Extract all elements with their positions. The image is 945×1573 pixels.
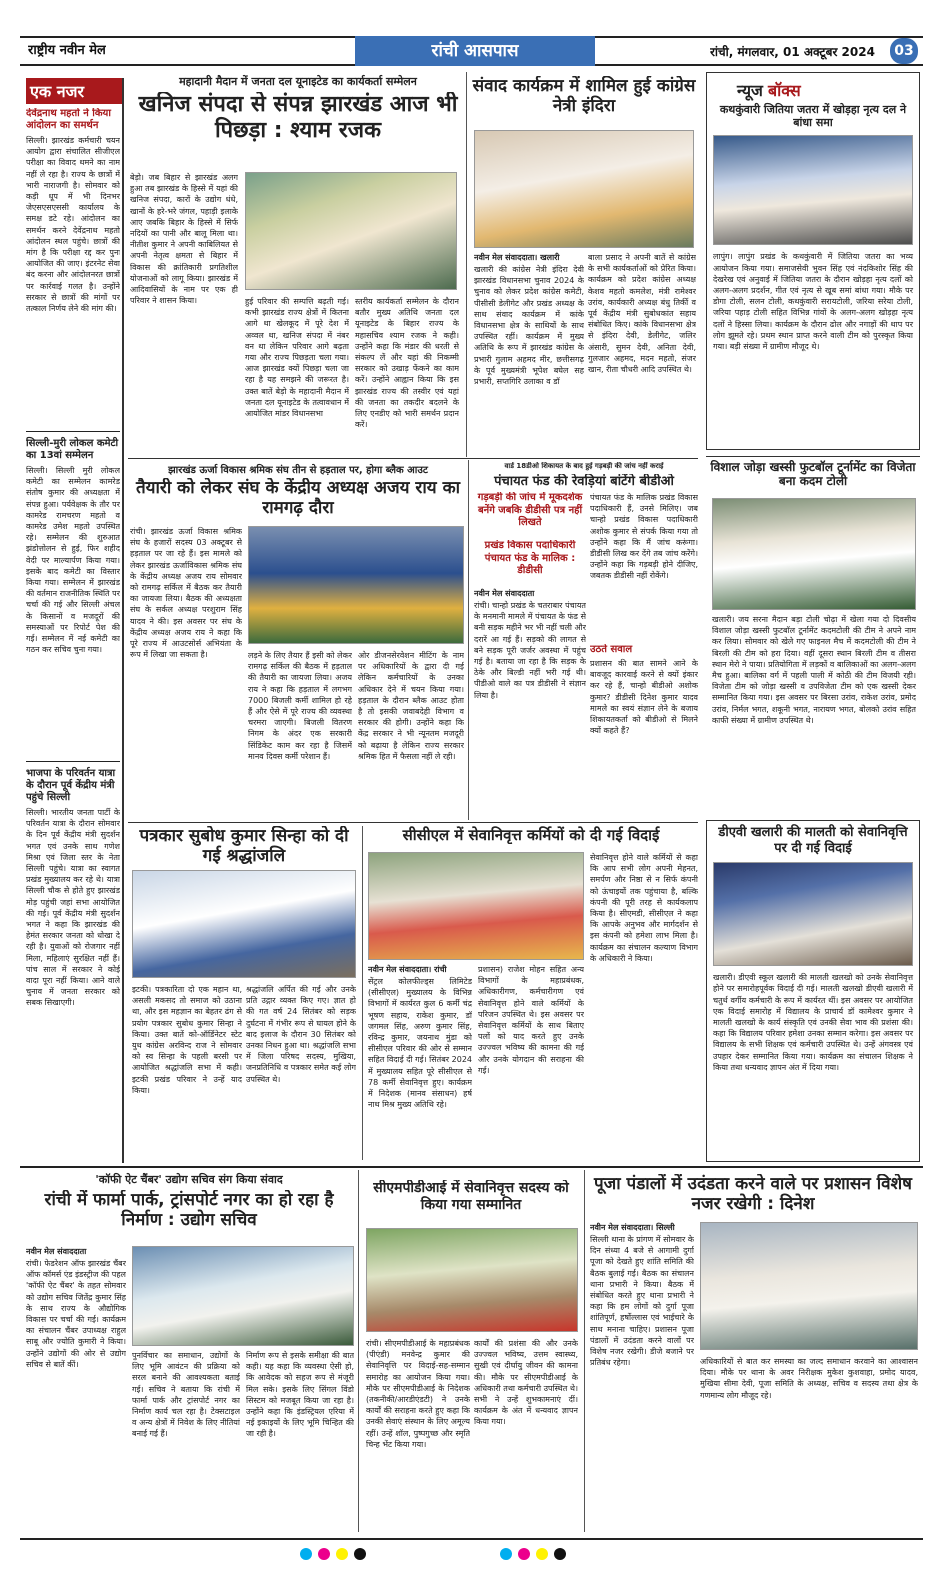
story6-photo (132, 870, 356, 978)
story2-body-1: खलारी की कांग्रेस नेत्री इंदिरा देवी झारखंड विधानसभा चुनाव 2024 के चुनाव को लेकर प्रदेश कांग्रेस कमेटी, पीसीसी डेलीगेट और प्रखंड अध्यक्ष के साथ संवाद कार्यक्रम में कांके विधानसभा क्षेत्र के साथियों के साथ उपस्थित रहीं। कार्यक्रम में मुख्य अतिथि के रूप में झारखंड कांग्रेस के प्रभारी गुलाम अहमद मीर, छत्तीसगढ़ के पूर्व मुख्यमंत्री भूपेश बघेल सह प्रभारी, सप्तगिरि उलाका व डॉ (474, 265, 584, 387)
story7-headline: सीसीएल में सेवानिवृत्त कर्मियों को दी गई विदाई (402, 826, 660, 844)
left-col-divider (122, 78, 124, 1163)
story5-body: खलारी। जय सरना मैदान बड़ा टोली चोढ़ा में खेला गया दो दिवसीय विशाल जोड़ा खस्सी फुटबॉल टूर्नामेंट कदमटोली की टीम ने अपने नाम कर लिया। सोमवार को खेले गए फाइनल मैच में कदमटोली की टीम ने बिरली की टीम को हरा दिया। वहीं दूसरा स्थान बिरली टीम व तीसरा स्थान मेरो ने पाया। प्रतियोगिता में लड़कों व बालिकाओं का अलग-अलग मैच हुआ। बालिका वर्ग में पहली पाली में कोठी की टीम विजयी रही। विजेता टीम को जोड़ा खस्सी व उपविजेता टीम को एक खस्सी देकर सम्मानित किया गया। इस अवसर पर बिरसा उरांव, राकेश उरांव, प्रमोद उरांव, निर्मल भगत, शकूनी भगत, नारायण भगत, बोलको उरांव सहित काफी संख्या में ग्रामीण उपस्थित थे। (712, 615, 916, 725)
story3-kicker: झारखंड ऊर्जा विकास श्रमिक संघ तीन से हड़ताल पर, होगा ब्लैक आउट (168, 465, 428, 476)
story6-headline: पत्रकार सुबोध कुमार सिन्हा को दी गई श्रद्धांजलि (139, 826, 349, 867)
left-col-title: एक नजर (26, 78, 122, 104)
story2-photo (474, 130, 694, 248)
story5-headline: विशाल जोड़ा खस्सी फुटबॉल टूर्नामेंट का विजेता बना कदम टोली (710, 460, 916, 489)
story3-body-2: लड़ने के लिए तैयार हैं इसी को लेकर रामगढ़ सर्किल की बैठक में हड़ताल की तैयारी का जायजा लिया। अजय राय ने कहा कि हड़ताल में लगभग 7000 बिजली कर्मी शामिल हो रहे हैं और ऐसे में पूरे राज्य की व्यवस्था चरमरा जाएगी। बिजली वितरण निगम के अंदर एक सरकारी सिंडिकेट काम कर रहा है जिसमें मानव दिवस कर्मी परेशान हैं। (248, 651, 352, 761)
left-item-body: सिल्ली। सिल्ली मुरी लोकल कमेटी का सम्मेलन कामरेड संतोष कुमार की अध्यक्षता में संपन्न हुआ। पर्यवेक्षक के तौर पर कामरेड रामचरण महतो व कामरेड उमेश महतो उपस्थित रहे। सम्मेलन की शुरुआत झंडोत्तोलन से हुई, फिर शहीद वेदी पर माल्यार्पण किया गया। इसके बाद कमेटी का विस्तार किया गया। सम्मेलन में झारखंड की वर्तमान राजनीतिक स्थिति पर चर्चा की गई और सिल्ली अंचल के किसानों व मजदूरों की समस्याओं पर रिपोर्ट पेश की गई। सम्मेलन में नई कमेटी का गठन कर सचिव चुना गया। (26, 466, 120, 655)
story4-pull2: प्रखंड विकास पदाधिकारी पंचायत फंड के मालिक : डीडीसी (484, 540, 576, 576)
story8-photo (713, 862, 913, 966)
lead-body-2: हुई परिवार की सम्पत्ति बढ़ती गई। कभी झारखंड राज्य क्षेत्रों में कितना आगे था खेलकूद में पूरे देश में अव्वल था, खनिज संपदा में नंबर वन था लेकिन परिवार आगे बढ़ता गया और राज्य पिछड़ता चला गया। आज झारखंड क्यों पिछड़ा चला जा रहा है यह समझने की जरूरत है। उक्त बातें बेड़ो के महादानी मैदान में जनता दल यूनाइटेड के तत्वावधान में आयोजित मांडर विधानसभा (245, 297, 349, 419)
masthead: राष्ट्रीय नवीन मेल (28, 43, 106, 58)
story9-body-2: पुनर्विचार का समाधान, उद्योगों के लिए भूमि आवंटन की प्रक्रिया को सरल बनाने की आवश्यकता बताई गई। सचिव ने बताया कि रांची में फार्मा पार्क और ट्रांसपोर्ट नगर का निर्माण कार्य चल रहा है। टेक्सटाइल व अन्य क्षेत्रों में निवेश के लिए नीतियां बनाई गई हैं। (132, 1351, 240, 1439)
story10-headline: सीएमपीडीआई में सेवानिवृत्त सदस्य को किया गया सम्मानित (373, 1180, 569, 1213)
story6-body-2: श्रद्धांजलि अर्पित की गई और उनके प्रति उद्गार व्यक्त किए गए। ज्ञात हो की गत वर्ष 24 सितंबर को सड़क दुर्घटना में गंभीर रूप से घायल होने के बाद इलाज के दौरान 30 सितंबर को उनका निधन हुआ था। श्रद्धांजलि सभा में जिला परिषद सदस्य, मुखिया, जनप्रतिनिधि व पत्रकार समेत कई लोग उपस्थित थे। (246, 985, 356, 1084)
lead-headline: खनिज संपदा से संपन्न झारखंड आज भी पिछड़ा : श्याम रजक (138, 92, 458, 144)
story4-body-2: पंचायत फंड के मालिक प्रखंड विकास पदाधिकारी हैं, उनसे मिलिए। जब चान्हो प्रखंड विकास पदाधिकारी अशोक कुमार से संपर्क किया गया तो उन्होंने कहा कि मैं जांच करूंगा। डीडीसी लिख कर देंगे तब जांच करेंगे। उन्होंने कहा कि गड़बड़ी होने दीजिए, जबतक डीडीसी नहीं रोकेंगे। (590, 493, 698, 581)
story4-headline: पंचायत फंड की रेवड़ियां बांटेंगे बीडीओ (494, 474, 674, 489)
story8-headline: डीएवी खलारी की मालती को सेवानिवृत्ति पर दी गई विदाई (718, 825, 908, 856)
story7-body-2: प्रशासन) राजेश मोहन सहित अन्य विभागों के महाप्रबंधक, अधिकारीगण, कर्मचारीगण एवं सेवानिवृत्त होने वाले कर्मियों के परिजन उपस्थित थे। इस अवसर पर सेवानिवृत्त कर्मियों के साथ बिताए पलों को याद करते हुए उनके उज्ज्वल भविष्य की कामना की गई और उनके योगदान की सराहना की गई। (478, 965, 584, 1075)
story10-body-1: रांची। सीएमपीडीआई के महाप्रबंधक (पीएंडी) मनवेन्द्र कुमार की सेवानिवृत्ति पर विदाई-सह-सम्मान समारोह का आयोजन किया गया। मौके पर सीएमपीडीआई के निदेशक (तकनीकी/आरडीएंडटी) ने उनके कार्यों की सराहना करते हुए कहा कि उनकी सेवाएं संस्थान के लिए अमूल्य रहीं। उन्हें शॉल, पुष्पगुच्छ और स्मृति चिन्ह भेंट किया गया। (366, 1339, 470, 1449)
newsbox-headline: कथकुंवारी जितिया जतरा में खोड़हा नृत्य दल ने बांधा समा (719, 103, 907, 130)
story4-body-1: रांची। चान्हो प्रखंड के चतराबार पंचायत के मनमानी मामले में पंचायत के फंड से बनी सड़क महीने भर भी नहीं चली और दरारें आ गई हैं। सड़को की लागत से बने सड़क पूरी जर्जर अवस्था में पहुंच गई है। बताया जा रहा है कि सड़क के ठेके और बिल्डी नहीं भरी गई थी। पीडीओ वाले का पत्र डीडीसी ने संज्ञान लिया है। (474, 601, 586, 700)
story3-headline: तैयारी को लेकर संघ के केंद्रीय अध्यक्ष अजय राय का रामगढ़ दौरा (135, 478, 461, 519)
story7-body-1: सेंट्रल कोलफील्ड्स लिमिटेड (सीसीएल) मुख्यालय के विभिन्न विभागों में कार्यरत कुल 6 कर्मी चंद्र भूषण सहाय, राकेश कुमार, डॉ जगमल सिंह, अरुण कुमार सिंह, रविन्द्र कुमार, जयनाथ मुंडा को सीसीएल परिवार की ओर से सम्मान सहित विदाई दी गई। सितंबर 2024 में मुख्यालय सहित पूरे सीसीएल से 78 कर्मी सेवानिवृत्त हुए। कार्यक्रम में निदेशक (मानव संसाधन) हर्ष नाथ मिश्र मुख्य अतिथि रहे। (368, 977, 472, 1110)
story11-body-2: अधिकारियों से बात कर समस्या का जल्द समाधान करवाने का आश्वासन दिया। मौके पर थाना के अवर निरीक्षक मुकेश कुशवाहा, प्रमोद यादव, मुखिया सीमा देवी, पूजा समिति के अध्यक्ष, सचिव व सदस्य तथा क्षेत्र के गणमान्य लोग मौजूद रहे। (700, 1357, 918, 1400)
newsbox-label-b: बॉक्स (767, 81, 801, 100)
story6-body-1: इटकी। पत्रकारिता दो एक महान था, असली मकसद तो समाज को उठाना था, और इस महज्ञान का बेहतर ढंग से प्रयोग पत्रकार सुबोध कुमार सिन्हा ने किया। उक्त बातें को-ऑर्डिनेटर स्टेट युथ कांग्रेस अरविन्द राज ने सोमवार को स्व सिन्हा के पहली बरसी पर आयोजित श्रद्धांजलि सभा में कही। इटकी प्रखंड परिवार ने उन्हें याद किया। (132, 985, 242, 1095)
story9-body-3: निर्माण रूप से इसके समीक्षा की बात कही। यह कहा कि व्यवस्था ऐसी हो, कि आवेदक को सहज रूप से मंजूरी मिल सके। इसके लिए सिंगल विंडो सिस्टम को मजबूत किया जा रहा है। उन्होंने कहा कि इंडस्ट्रियल एरिया में नई इकाइयों के लिए भूमि चिन्हित की जा रही है। (246, 1351, 354, 1439)
story11-headline: पूजा पंडालों में उदंडता करने वाले पर प्रशासन विशेष नजर रखेगी : दिनेश (593, 1174, 913, 1215)
story3-body-3: ओर डीजनसेरवेशन मीटिंग के नाम पर अधिकारियों के द्वारा दी गई लेकिन कर्मचारियों के उनका अधिकार देने में चयन किया गया। हड़ताल के दौरान ब्लैक आउट होता है तो इसकी जवाबदेही विभाग व सरकार की होगी। उन्होंने कहा कि केंद्र सरकार ने भी न्यूनतम मजदूरी को बढ़ाया है लेकिन राज्य सरकार श्रमिक हित में फैसला नहीं ले रही। (358, 651, 464, 761)
story11-byline: नवीन मेल संवाददाता। सिल्ली (590, 1223, 675, 1232)
story11-photo (700, 1222, 918, 1350)
story10-body-2: कार्यों की प्रशंसा की और उनके उज्ज्वल भविष्य, उत्तम स्वास्थ्य, सुखी एवं दीर्घायु जीवन की कामना की। मौके पर सीएमपीडीआई के अधिकारी तथा कर्मचारी उपस्थित थे। सभी ने उन्हें शुभकामनाएं दीं। कार्यक्रम के अंत में धन्यवाद ज्ञापन किया गया। (474, 1339, 578, 1427)
story7-byline: नवीन मेल संवाददाता। रांची (368, 965, 447, 974)
newsbox-label-a: न्यूज (737, 81, 763, 100)
story9-headline: रांची में फार्मा पार्क, ट्रांसपोर्ट नगर का हो रहा है निर्माण : उद्योग सचिव (44, 1190, 334, 1231)
newsbox-body: लापुंग। लापुंग प्रखंड के कथकुंवारी में जितिया जतरा का भव्य आयोजन किया गया। समाजसेवी भुवन सिंह एवं नंदकिशोर सिंह की देखरेख एवं अनुवाई में जितिया जतरा के दौरान खोड़हा नृत्य दलों को अलग-अलग प्रदर्शन, गीत एवं नृत्य से खूब समां बांधा गया। मौके पर डोगा टोली, सलन टोली, कथकुंवारी सरायटोली, जरिया सरेया टोली, जरिया पहाड़ टोली सहित विभिन्न गांवों के अलग-अलग खोड़हा नृत्य दलों ने हिस्सा लिया। कार्यक्रम के दौरान ढोल और नगाड़ों की थाप पर लोग झूमते रहे। प्रथम स्थान प्राप्त करने वाली टीम को पुरस्कृत किया गया। बड़ी संख्या में ग्रामीण मौजूद थे। (713, 252, 913, 351)
story10-photo (366, 1228, 578, 1332)
lead-body-1: बेड़ो। जब बिहार से झारखंड अलग हुआ तब झारखंड के हिस्से में यहां की खनिज संपदा, कारों के उद्योग धंधे, खानों के हरे-भरे जंगल, पहाड़ी इलाके आए जबकि बिहार के हिस्से में सिर्फ नदियों का पानी और बालू मिला था। नीतीश कुमार ने अपनी काबिलियत से अपनी नेतृत्व क्षमता से बिहार में विकास की क्रांतिकारी प्रगतिशील योजनाओं को लागू किया। झारखंड में आदिवासियों के नाम पर एक ही परिवार ने शासन किया। (130, 173, 238, 306)
left-item-body: सिल्ली। झारखंड कर्मचारी चयन आयोग द्वारा संचालित सीजीएल परीक्षा का विवाद थमने का नाम नहीं ले रहा है। राज्य के छात्रों में भारी नाराजगी है। सोमवार को कड़ी धूप में भी दिनभर जेएसएसएससी कार्यालय के समक्ष डटे रहे। आंदोलन का समर्थन करने देवेंद्रनाथ महतो आंदोलन स्थल पहुंचे। छात्रों की मांग है कि परीक्षा रद्द कर पुनः आयोजित की जाए। इंटरनेट सेवा बंद करना और आंदोलनरत छात्रों पर कार्रवाई गलत है। उन्होंने सरकार से छात्रों की मांगों पर तत्काल निर्णय लेने की मांग की। (26, 136, 120, 314)
story4-kicker: वार्ड 18डीओ शिकायत के बाद हुई गड़बड़ी की जांच नहीं कराई (504, 462, 664, 470)
left-item-headline: सिल्ली-मुरी लोकल कमेटी का 13वां सम्मेलन (26, 438, 119, 461)
page-number: 03 (890, 38, 918, 64)
left-item-headline: देवेंद्रनाथ महतो ने किया आंदोलन का समर्थन (26, 108, 111, 131)
story4-body-3: प्रशासन की बात सामने आने के बावजूद कारवाई करने से क्यों इंकार कर रहे हैं, चान्हो बीडीओ अशोक कुमार? डीडीसी दिनेश कुमार यादव मामले का स्वयं संज्ञान लेने के बजाय शिकायतकर्ता को बीडीओ से मिलने क्यों कहते हैं? (590, 659, 698, 736)
section-title: रांची आसपास (355, 36, 595, 66)
newsbox-photo (713, 135, 913, 245)
story7-photo (368, 852, 584, 960)
story5-photo (712, 498, 916, 610)
story4-qa-title: उठते सवाल (590, 644, 633, 655)
story4-pull1: गड़बड़ी की जांच में मूकदर्शक बनेंगे जबकि डीडीसी पत्र नहीं लिखते (477, 492, 583, 528)
story4-byline: नवीन मेल संवाददाता (474, 589, 535, 598)
lead-body-3: स्तरीय कार्यकर्ता सम्मेलन के दौरान बतौर मुख्य अतिथि जनता दल यूनाइटेड के बिहार राज्य के महासचिव श्याम रजक ने कही। उन्होंने कहा कि मंडार की धरती से संकल्प लें और यहां की निकम्मी सरकार को उखाड़ फेंकने का काम करें। उन्होंने आह्वान किया कि इस झारखंड राज्य की तस्वीर एवं यहां की जनता का तकदीर बदलने के लिए एनडीए को भारी समर्थन प्रदान करें। (355, 297, 459, 430)
story2-byline: नवीन मेल संवाददाता। खलारी (474, 253, 560, 262)
story2-body-2: बाला प्रसाद ने अपनी बातें से कांग्रेस के सभी कार्यकर्ताओं को प्रेरित किया। कार्यक्रम को प्रदेश कांग्रेस अध्यक्ष केशव महतो कमलेश, मंत्री रामेश्वर उरांव, कार्यकारी अध्यक्ष बंधु तिर्की व पूर्व केंद्रीय मंत्री सुबोधकांत सहाय संबोधित किए। कांके विधानसभा क्षेत्र से इंदिरा देवी, डेलीगेट, जलिर अंसारी, सुमन देवी, अनिता देवी, गुलजार अहमद, मदन महतो, संजर खान, रीता चौधरी आदि उपस्थित थे। (588, 253, 696, 375)
story9-photo (132, 1246, 354, 1346)
story9-body-1: रांची। फेडरेशन ऑफ झारखंड चैंबर ऑफ कॉमर्स एंड इंडस्ट्रीज की पहल 'कॉफी ऐट चैंबर' के तहत सोमवार को उद्योग सचिव जितेंद्र कुमार सिंह के साथ राज्य के औद्योगिक विकास पर चर्चा की गई। कार्यक्रम का संचालन चैंबर उपाध्यक्ष राहुल साबू और ज्योति कुमारी ने किया। उन्होंने उद्योगों की ओर से उद्योग सचिव से बातें कीं। (26, 1259, 126, 1369)
story9-byline: नवीन मेल संवाददाता (26, 1247, 87, 1256)
left-item-body: सिल्ली। भारतीय जनता पार्टी के परिवर्तन यात्रा के दौरान सोमवार के दिन पूर्व केंद्रीय मंत्री सुदर्शन भगत एवं उनके साथ गणेश मिश्रा एवं जिला स्तर के नेता सिल्ली पहुंचे। यात्रा का स्वागत प्रखंड मुख्यालय कर रहे थे। यात्रा सिल्ली चौक से होते हुए झारखंड मोड़ पहुंची जहां सभा आयोजित की गई। पूर्व केंद्रीय मंत्री सुदर्शन भगत ने कहा कि झारखंड की हेमंत सरकार जनता को धोखा दे रही है। युवाओं को रोजगार नहीं मिला, महिलाएं सुरक्षित नहीं हैं। पांच साल में सरकार ने कोई वादा पूरा नहीं किया। आने वाले चुनाव में जनता सरकार को सबक सिखाएगी। (26, 808, 120, 1008)
story8-box (706, 820, 920, 1162)
dateline: रांची, मंगलवार, 01 अक्टूबर 2024 (710, 45, 875, 59)
left-col (26, 108, 120, 1158)
story2-headline: संवाद कार्यक्रम में शामिल हुई कांग्रेस नेत्री इंदिरा (472, 76, 696, 117)
story8-body: खलारी। डीएवी स्कूल खलारी की मालती खलखो को उनके सेवानिवृत्त होने पर समारोहपूर्वक विदाई दी गई। मालती खलखो डीएवी खलारी में चतुर्थ वर्गीय कर्मचारी के रूप में कार्यरत थीं। इस अवसर पर आयोजित एक विदाई समारोह में विद्यालय के प्राचार्य डॉ कामेश्वर कुमार ने मालती खलखो के कार्य संस्कृति एवं उनकी सेवा भाव की प्रशंसा की। कहा कि विद्यालय परिवार हमेशा उनका सम्मान करेगा। इस अवसर पर विद्यालय के सभी शिक्षक एवं कर्मचारी उपस्थित थे। उन्हें अंगवस्त्र एवं उपहार देकर सम्मानित किया गया। कार्यक्रम का संचालन शिक्षक ने किया तथा धन्यवाद ज्ञापन अंत में दिया गया। (713, 973, 913, 1072)
lead-photo (245, 172, 457, 290)
story11-body-1: सिल्ली थाना के प्रांगण में सोमवार के दिन संध्या 4 बजे से आगामी दुर्गा पूजा को देखते हुए शांति समिति की बैठक बुलाई गई। बैठक का संचालन थाना प्रभारी ने किया। बैठक में संबोधित करते हुए थाना प्रभारी ने कहा कि हम लोगों को दुर्गा पूजा शांतिपूर्ण, हर्षोल्लास एवं भाईचारे के साथ मनाना चाहिए। प्रशासन पूजा पंडालों में उदंडता करने वालों पर विशेष नजर रखेगी। डीजे बजाने पर प्रतिबंध रहेगा। (590, 1235, 694, 1368)
registration-marks (300, 1548, 645, 1564)
story7-body-3: सेवानिवृत्त होने वाले कर्मियों से कहा कि आप सभी लोग अपनी मेहनत, समर्पण और निष्ठा से न सिर्फ कंपनी को ऊंचाइयों तक पहुंचाया है, बल्कि कंपनी की पूरी तरह से कार्यकलाप किया है। सीएमडी, सीसीएल ने कहा कि आपके अनुभव और मार्गदर्शन से इस कंपनी को हमेशा लाभ मिला है। कार्यक्रम का संचालन कल्याण विभाग के अधिकारी ने किया। (590, 853, 698, 963)
story3-photo (248, 526, 464, 644)
story3-body-1: रांची। झारखंड ऊर्जा विकास श्रमिक संघ के हजारों सदस्य 03 अक्टूबर से हड़ताल पर जा रहे हैं। इस मामले को लेकर झारखंड ऊर्जाविकास श्रमिक संघ के केंद्रीय अध्यक्ष अजय राय सोमवार को रामगढ़ सर्किल में बैठक कर तैयारी का जायजा लिया। बैठक की अध्यक्षता संघ के सर्कल अध्यक्ष परशुराम सिंह यादव ने की। इस अवसर पर संघ के केंद्रीय अध्यक्ष अजय राय ने कहा कि पूरे राज्य में आउटसोर्स अभियंता के रूप में लिखा जा सकता है। (130, 527, 242, 660)
left-item-headline: भाजपा के परिवर्तन यात्रा के दौरान पूर्व केंद्रीय मंत्री पहुंचे सिल्ली (26, 768, 116, 803)
newsbox (706, 72, 920, 450)
lead-kicker: महादानी मैदान में जनता दल यूनाइटेड का कार्यकर्ता सम्मेलन (179, 75, 417, 88)
story9-kicker: 'कॉफी ऐट चैंबर' उद्योग सचिव संग किया संवाद (95, 1173, 283, 1186)
